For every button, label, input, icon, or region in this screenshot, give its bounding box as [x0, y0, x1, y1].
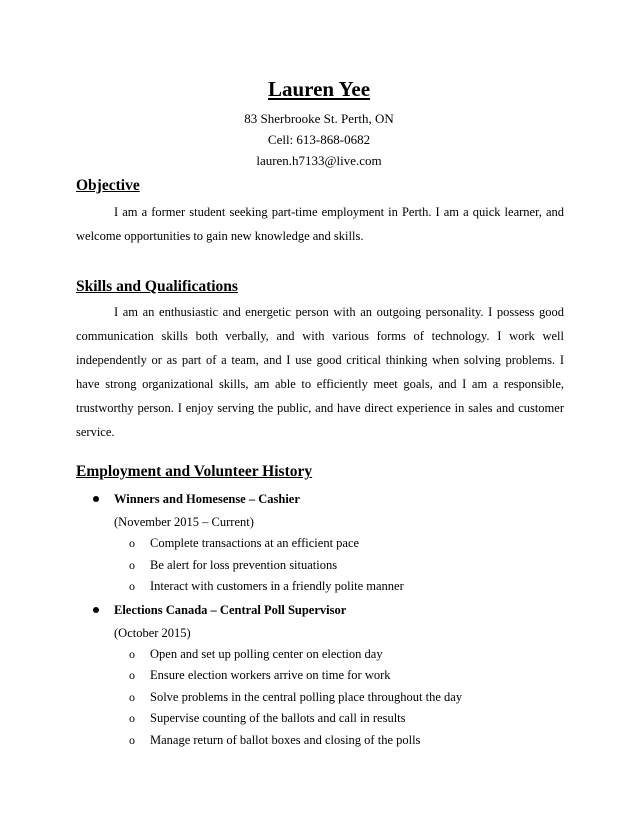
- applicant-name: Lauren Yee: [267, 77, 371, 101]
- circle-bullet-icon: o: [129, 711, 135, 725]
- task-text: Solve problems in the central polling place throughout the day: [150, 689, 463, 704]
- job-title: [0, 598, 638, 622]
- job-date: (October 2015): [114, 625, 191, 640]
- objective-text: I am a former student seeking part-time employment in Perth. I am a quick learner, and welcome opportunities to gain new knowledge and skills.: [76, 205, 564, 243]
- task-text: Ensure election workers arrive on time for work: [150, 668, 391, 682]
- resume-header: [0, 76, 638, 171]
- job-title-text: Elections Canada – Central Poll Supervisor: [114, 602, 347, 617]
- circle-bullet-icon: o: [129, 536, 135, 550]
- task-text: Manage return of ballot boxes and closing of the polls: [150, 732, 421, 747]
- employment-heading: Employment and Volunteer History: [76, 463, 313, 480]
- skills-text: I am an enthusiastic and energetic person with an outgoing personality. I possess good communication skills both verbally, and with various forms of technology. I work well independently or as part of a team, and I use good critical thinking when solving problems. I have strong organizational skills, am able to efficiently meet goals, and I am a responsible, trustworthy person. I enjoy serving the public, and have direct experience in sales and customer service.: [76, 305, 564, 439]
- bullet-icon: [93, 607, 99, 613]
- task-item: [0, 730, 638, 752]
- email: lauren.h7133@live.com: [256, 153, 382, 168]
- task-text: Be alert for loss prevention situations: [150, 557, 338, 572]
- circle-bullet-icon: o: [129, 557, 135, 572]
- job-title: [0, 487, 638, 511]
- task-item: [0, 644, 638, 666]
- task-item: [0, 533, 638, 555]
- task-item: [0, 687, 638, 709]
- task-text: Supervise counting of the ballots and call in results: [150, 711, 406, 725]
- circle-bullet-icon: o: [129, 668, 135, 682]
- circle-bullet-icon: o: [129, 732, 135, 747]
- address: 83 Sherbrooke St. Perth, ON: [244, 111, 394, 126]
- task-text: Interact with customers in a friendly polite manner: [150, 579, 404, 593]
- job-date: (November 2015 – Current): [114, 515, 254, 529]
- task-text: Complete transactions at an efficient pace: [150, 536, 360, 550]
- circle-bullet-icon: o: [129, 646, 135, 661]
- objective-heading: Objective: [76, 177, 140, 194]
- skills-heading: Skills and Qualifications: [76, 278, 238, 295]
- job-entry: [0, 598, 638, 752]
- task-item: [0, 665, 638, 687]
- phone: Cell: 613-868-0682: [267, 132, 371, 147]
- job-entry: [0, 487, 638, 598]
- job-title-text: Winners and Homesense – Cashier: [114, 492, 300, 506]
- task-text: Open and set up polling center on election day: [150, 646, 383, 661]
- task-item: [0, 708, 638, 730]
- employment-list: [0, 487, 638, 751]
- bullet-icon: [93, 496, 99, 502]
- circle-bullet-icon: o: [129, 579, 135, 593]
- task-item: [0, 555, 638, 577]
- task-item: [0, 576, 638, 598]
- circle-bullet-icon: o: [129, 689, 135, 704]
